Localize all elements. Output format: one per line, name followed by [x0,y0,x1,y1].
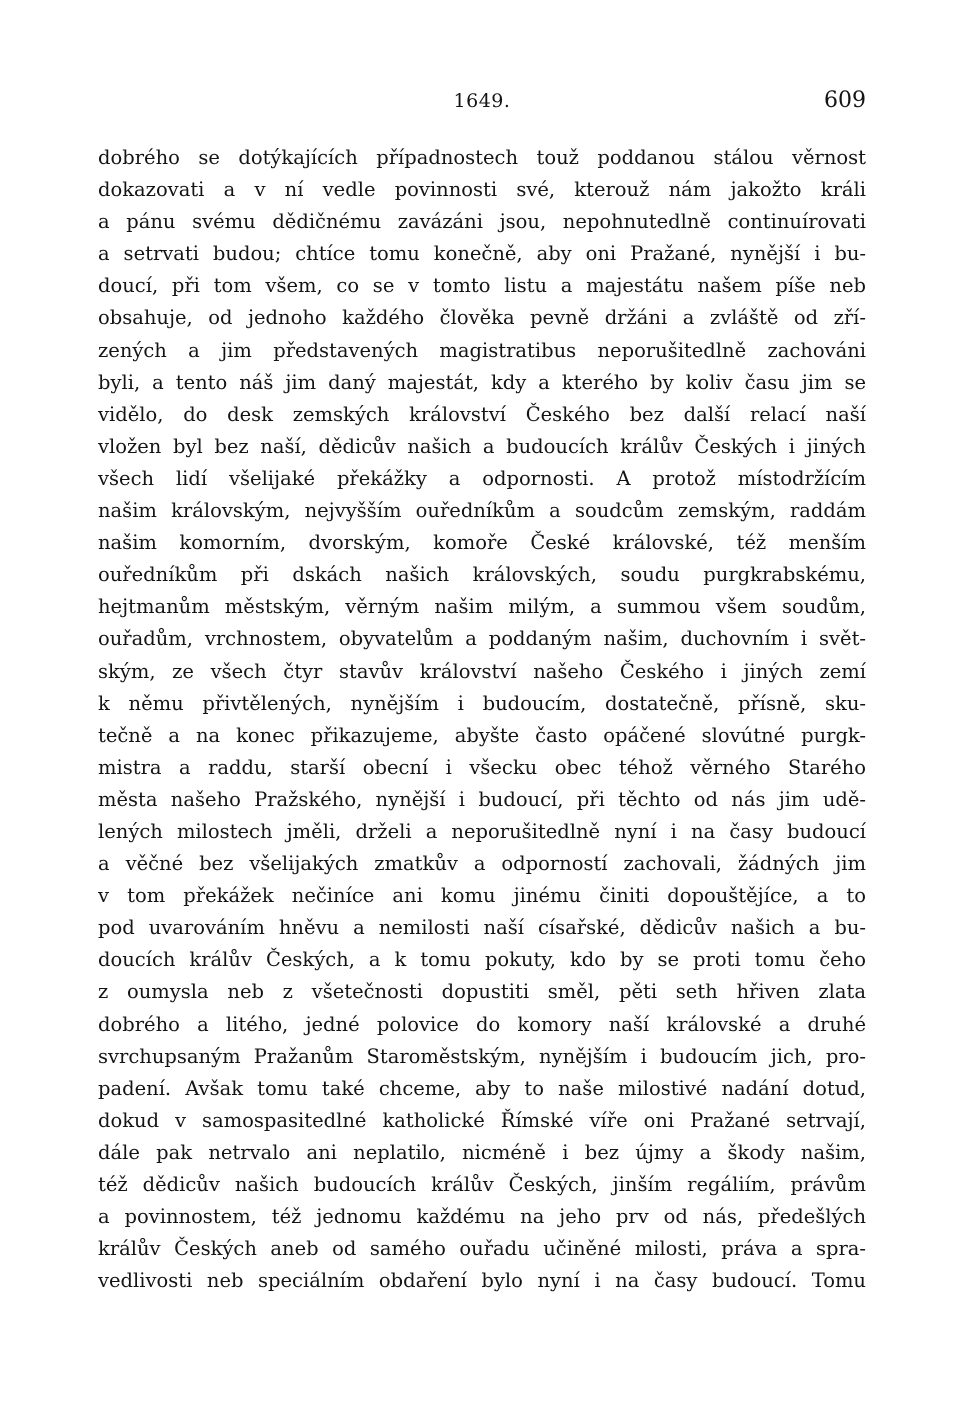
text-line: dále pak netrvalo ani neplatilo, nicméně i bez újmy a škody našim, [98,1140,866,1164]
text-line: našim královským, nejvyšším ouředníkům a soudcům zemským, raddám [98,499,866,523]
text-line: a pánu svému dědičnému zavázáni jsou, nepohnutedlně continuírovati [98,210,866,234]
text-line: dobrého se dotýkajících případnostech touž poddanou stálou věrnost [98,146,866,169]
text-line: v tom překážek nečiníce ani komu jinému činiti dopouštějíce, a to [98,884,866,908]
body-text [98,142,866,1297]
text-line: vedlivosti neb speciálním obdaření bylo nyní i na časy budoucí. Tomu [98,1269,866,1293]
text-line: byli, a tento náš jim daný majestát, kdy a kterého by koliv času jim se [98,370,866,394]
text-line: králův Českých aneb od samého ouřadu učiněné milosti, práva a spra- [98,1237,866,1261]
header-year: 1649. [453,90,511,112]
text-line: doucích králův Českých, a k tomu pokuty, kdo by se proti tomu čeho [98,948,866,972]
text-line: města našeho Pražského, nynější i budoucí, při těchto od nás jim udě- [98,787,866,811]
text-line: všech lidí všelijaké překážky a odpornosti. A protož místodržícím [98,466,866,490]
text-line: z oumysla neb z všetečnosti dopustiti směl, pěti seth hřiven zlata [98,980,866,1004]
text-line: vidělo, do desk zemských království Českého bez další relací naší [98,402,866,426]
text-line: zených a jim představených magistratibus neporušitedlně zachováni [98,338,866,362]
text-line: ouředníkům při dskách našich královských, soudu purgkrabskému, [98,563,866,587]
text-line: též dědicův našich budoucích králův Českých, jinším regáliím, právům [98,1173,866,1196]
text-line: svrchupsaným Pražanům Staroměstským, nynějším i budoucím jich, pro- [98,1044,866,1068]
text-line: a povinnostem, též jednomu každému na jeho prv od nás, předešlých [98,1205,866,1229]
text-line: ským, ze všech čtyr stavův království našeho Českého i jiných zemí [98,659,866,683]
text-line: mistra a raddu, starší obecní i všecku obec téhož věrného Starého [98,755,866,779]
text-line: a setrvati budou; chtíce tomu konečně, aby oni Pražané, nynější i bu- [98,242,866,266]
text-line: pod uvarováním hněvu a nemilosti naší císařské, dědicův našich a bu- [98,916,866,940]
text-line: a věčné bez všelijakých zmatkův a odporností zachovali, žádných jim [98,852,866,876]
text-line: doucí, při tom všem, co se v tomto listu a majestátu našem píše neb [98,274,866,298]
text-line: dobrého a litého, jedné polovice do komory naší královské a druhé [98,1012,866,1036]
text-line: hejtmanům městským, věrným našim milým, a summou všem soudům, [98,595,866,619]
text-line: tečně a na konec přikazujeme, abyšte často opáčené slovútné purgk- [98,723,866,747]
text-line: lených milostech jměli, drželi a neporušitedlně nyní i na časy budoucí [98,819,866,843]
page-number: 609 [824,88,866,113]
text-line: dokazovati a v ní vedle povinnosti své, kterouž nám jakožto králi [98,178,866,202]
text-line: dokud v samospasitedlné katholické Římské víře oni Pražané setrvají, [98,1108,866,1132]
text-line: ouřadům, vrchnostem, obyvatelům a poddaným našim, duchovním i svět- [98,627,866,651]
running-header [98,88,866,118]
text-line: obsahuje, od jednoho každého člověka pevně držáni a zvláště od zří- [98,306,866,330]
text-line: vložen byl bez naší, dědicův našich a budoucích králův Českých i jiných [98,434,866,458]
text-line: padení. Avšak tomu také chceme, aby to naše milostivé nadání dotud, [98,1076,866,1100]
text-line: k němu přivtělených, nynějším i budoucím, dostatečně, přísně, sku- [98,691,866,715]
text-line: našim komorním, dvorským, komoře České královské, též menším [98,531,866,555]
